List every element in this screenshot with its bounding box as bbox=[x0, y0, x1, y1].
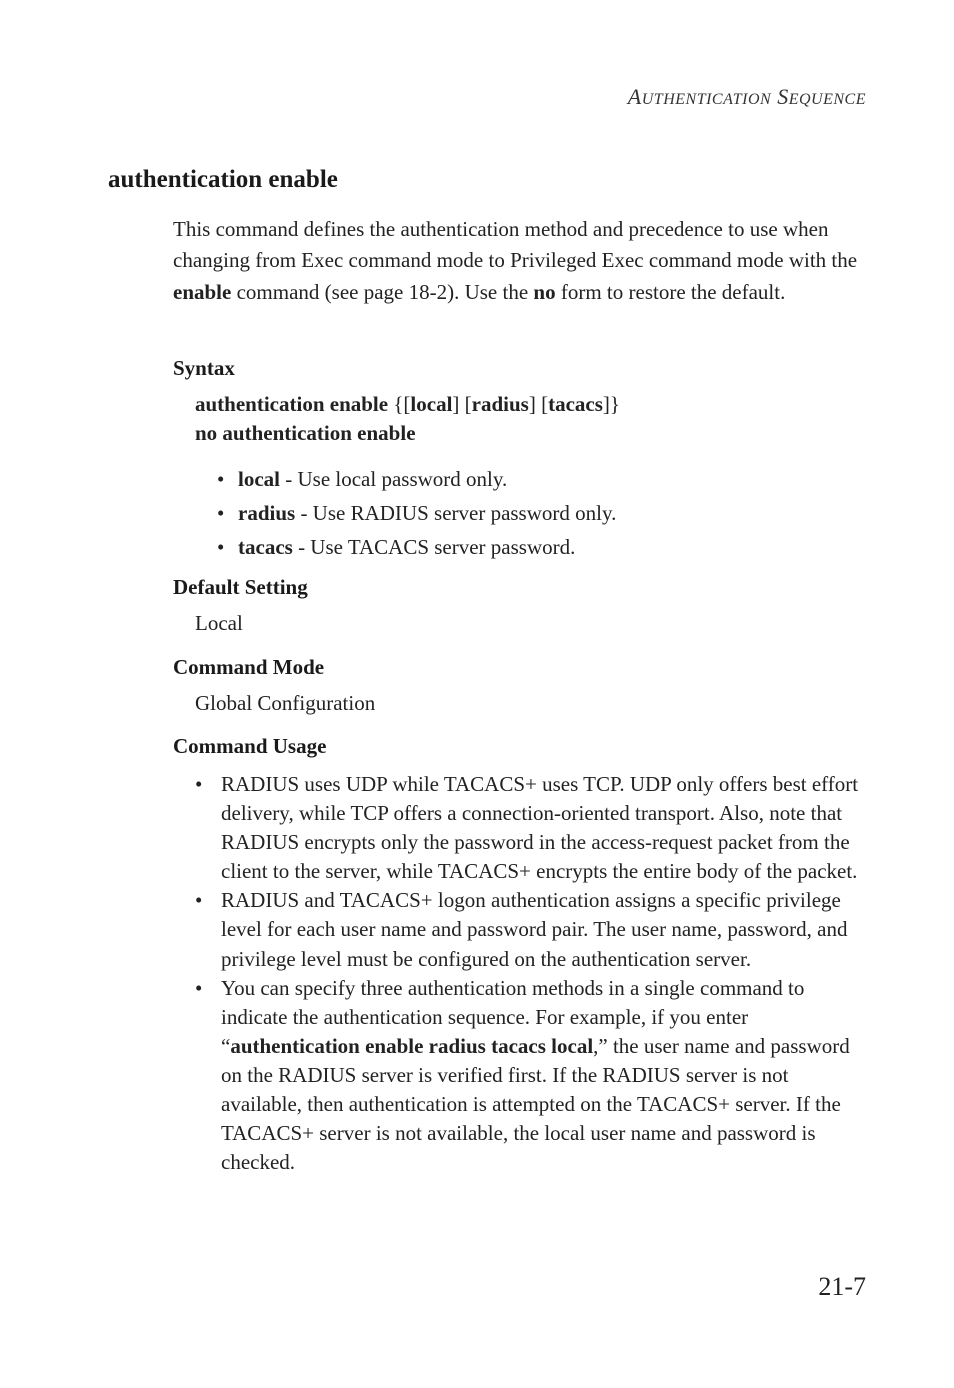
option-desc: - Use local password only. bbox=[280, 467, 508, 491]
header-word-sequence: EQUENCE bbox=[788, 91, 866, 108]
syntax-line-1 bbox=[195, 392, 620, 417]
syntax-options-list bbox=[217, 462, 616, 564]
usage-text: You can specify three authentication methods in a single command to indicate the authentication sequence. For example, if you enter “ bbox=[221, 975, 805, 1058]
running-header bbox=[628, 84, 866, 110]
syntax-no-command: no authentication enable bbox=[195, 421, 416, 445]
syntax-bracket-close: ]} bbox=[602, 392, 620, 416]
list-item bbox=[217, 496, 616, 530]
syntax-opt-tacacs: tacacs bbox=[548, 392, 603, 416]
header-word-authentication: UTHENTICATION bbox=[641, 91, 772, 108]
syntax-line-2 bbox=[195, 421, 416, 446]
bullet-icon: • bbox=[195, 888, 203, 913]
intro-bold-enable: enable bbox=[173, 279, 232, 304]
default-setting-value: Local bbox=[195, 611, 243, 635]
list-item bbox=[195, 886, 867, 973]
intro-text-3: form to restore the default. bbox=[555, 279, 786, 304]
list-item bbox=[217, 462, 616, 496]
bullet-icon: • bbox=[195, 772, 203, 796]
option-name: local bbox=[238, 467, 280, 491]
command-mode-value: Global Configuration bbox=[195, 691, 376, 715]
syntax-bracket-open: {[ bbox=[388, 392, 411, 416]
intro-text-2: command (see page 18-2). Use the bbox=[231, 279, 534, 304]
command-usage-list bbox=[195, 770, 867, 1177]
intro-paragraph bbox=[173, 214, 863, 308]
usage-text: ,” the user name and password on the RADIUS server is verified first. If the RADIUS server is not available, then authentication is attempted on the TACACS+ server. If the TACACS+ server is not available, the local user name and password is checked. bbox=[221, 1033, 850, 1175]
syntax-opt-radius: radius bbox=[471, 392, 529, 416]
syntax-command: authentication enable bbox=[195, 392, 389, 416]
page-number: 21-7 bbox=[818, 1272, 866, 1301]
usage-example-command: authentication enable radius tacacs local bbox=[230, 1033, 594, 1058]
bullet-icon: • bbox=[217, 467, 225, 491]
usage-text: RADIUS uses UDP while TACACS+ uses TCP. UDP only offers best effort delivery, while TCP offers a connection-oriented transport. Also, note that RADIUS encrypts only the password in the access-request packet from the client to the server, while TACACS+ encrypts the entire body of the packet. bbox=[221, 772, 859, 884]
header-initial-s: S bbox=[777, 84, 789, 109]
syntax-sep-1: ] [ bbox=[452, 392, 472, 416]
default-setting-heading: Default Setting bbox=[173, 575, 308, 599]
intro-text-1: This command defines the authentication method and precedence to use when changing from Exec command mode to Privileged Exec command mode with the bbox=[173, 217, 858, 273]
section-title: authentication enable bbox=[108, 166, 338, 193]
command-usage-heading: Command Usage bbox=[173, 734, 327, 758]
list-item bbox=[195, 974, 867, 1178]
list-item bbox=[217, 530, 616, 564]
bullet-icon: • bbox=[217, 501, 225, 525]
bullet-icon: • bbox=[195, 975, 203, 1000]
list-item bbox=[195, 770, 867, 886]
syntax-sep-2: ] [ bbox=[528, 392, 549, 416]
syntax-heading: Syntax bbox=[173, 356, 235, 380]
usage-text: RADIUS and TACACS+ logon authentication assigns a specific privilege level for each user name and password pair. The user name, password, and privilege level must be configured on the authentication server. bbox=[221, 888, 848, 971]
option-desc: - Use TACACS server password. bbox=[292, 535, 576, 559]
option-desc: - Use RADIUS server password only. bbox=[295, 501, 617, 525]
header-initial-a: A bbox=[627, 84, 642, 109]
bullet-icon: • bbox=[217, 535, 225, 559]
command-mode-heading: Command Mode bbox=[173, 655, 325, 679]
intro-bold-no: no bbox=[533, 279, 556, 304]
option-name: radius bbox=[238, 501, 296, 525]
syntax-opt-local: local bbox=[410, 392, 453, 416]
option-name: tacacs bbox=[238, 535, 293, 559]
